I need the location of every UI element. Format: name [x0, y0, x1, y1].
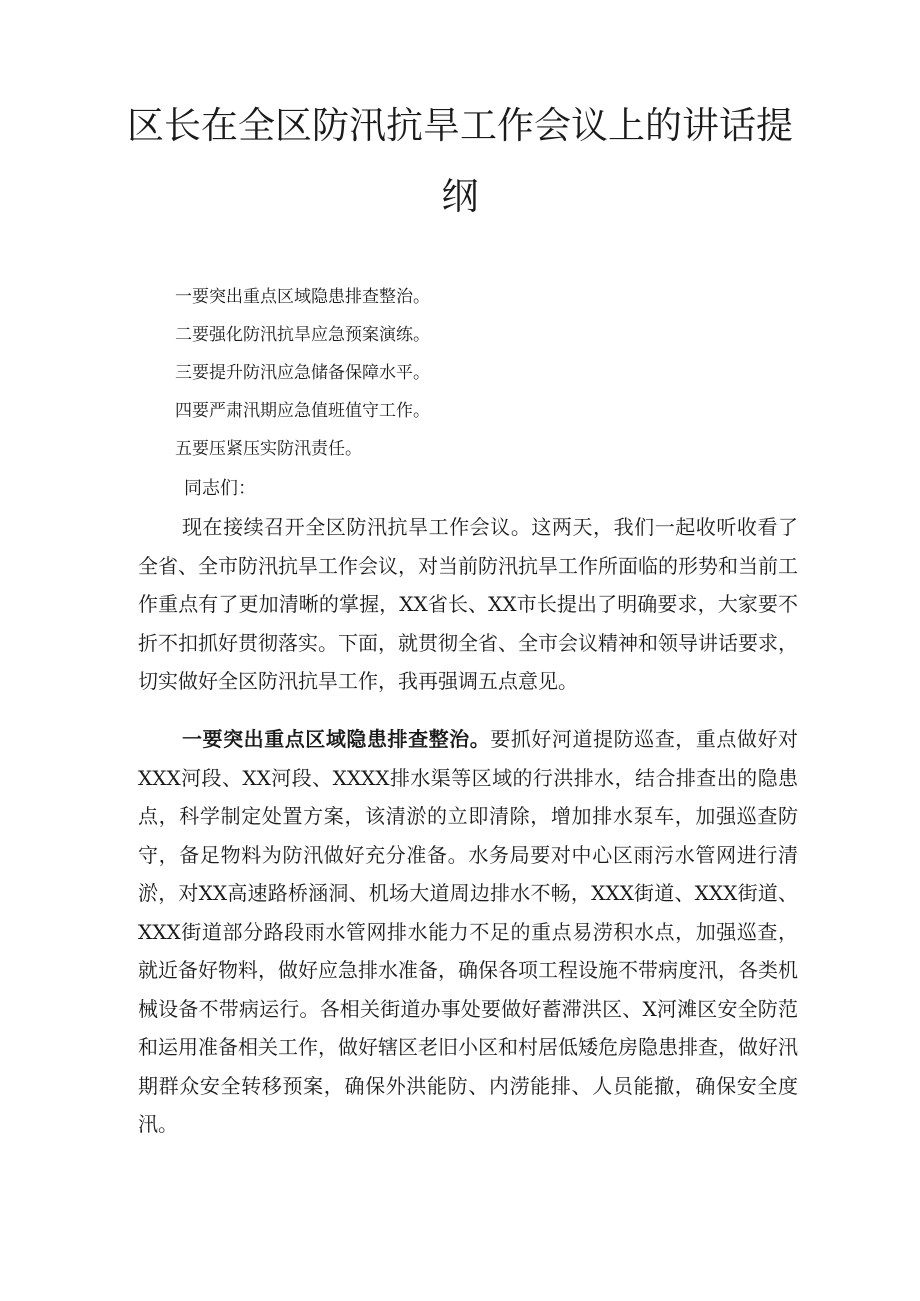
outline-item-2: 二要强化防汛抗旱应急预案演练。	[175, 325, 430, 345]
body-paragraph-1: 现在接续召开全区防汛抗旱工作会议。这两天，我们一起收听收看了全省、全市防汛抗旱工作会议，对当前防汛抗旱工作所面临的形势和当前工作重点有了更加清晰的掌握，XX省长、XX市长提出了明确要求，大家要不折不扣抓好贯彻落实。下面，就贯彻全省、全市会议精神和领导讲话要求，切实做好全区防汛抗旱工作，我再强调五点意见。	[138, 515, 798, 693]
outline-item-1: 一要突出重点区域隐患排查整治。	[175, 287, 430, 307]
outline-item-4: 四要严肃汛期应急值班值守工作。	[175, 401, 430, 421]
paragraph-2-body-text: 要抓好河道提防巡查，重点做好对XXX河段、XX河段、XXXX排水渠等区域的行洪排水，结合排查出的隐患点，科学制定处置方案，该清淤的立即清除，增加排水泵车，加强巡查防守，备足物料为防汛做好充分准备。水务局要对中心区雨污水管网进行清淤，对XX高速路桥涵洞、机场大道周边排水不畅，XXX街道、XXX街道、XXX街道部分路段雨水管网排水能力不足的重点易涝积水点，加强巡查，就近备好物料，做好应急排水准备，确保各项工程设施不带病度汛，各类机械设备不带病运行。各相关街道办事处要做好蓄滞洪区、X河滩区安全防范和运用准备相关工作，做好辖区老旧小区和村居低矮危房隐患排查，做好汛期群众安全转移预案，确保外洪能防、内涝能排、人员能撤，确保安全度汛。	[138, 727, 799, 1136]
outline-item-5: 五要压紧压实防汛责任。	[175, 439, 362, 459]
outline-item-3: 三要提升防汛应急储备保障水平。	[175, 363, 430, 383]
salutation: 同志们：	[184, 478, 256, 499]
document-title-line-2: 纲	[441, 175, 479, 218]
document-title-line-1: 区长在全区防汛抗旱工作会议上的讲话提	[127, 104, 793, 147]
paragraph-2-lead-heading: 一要突出重点区域隐患排查整治。	[182, 727, 491, 751]
body-paragraph-2	[138, 720, 798, 1144]
outline-list	[175, 283, 430, 473]
